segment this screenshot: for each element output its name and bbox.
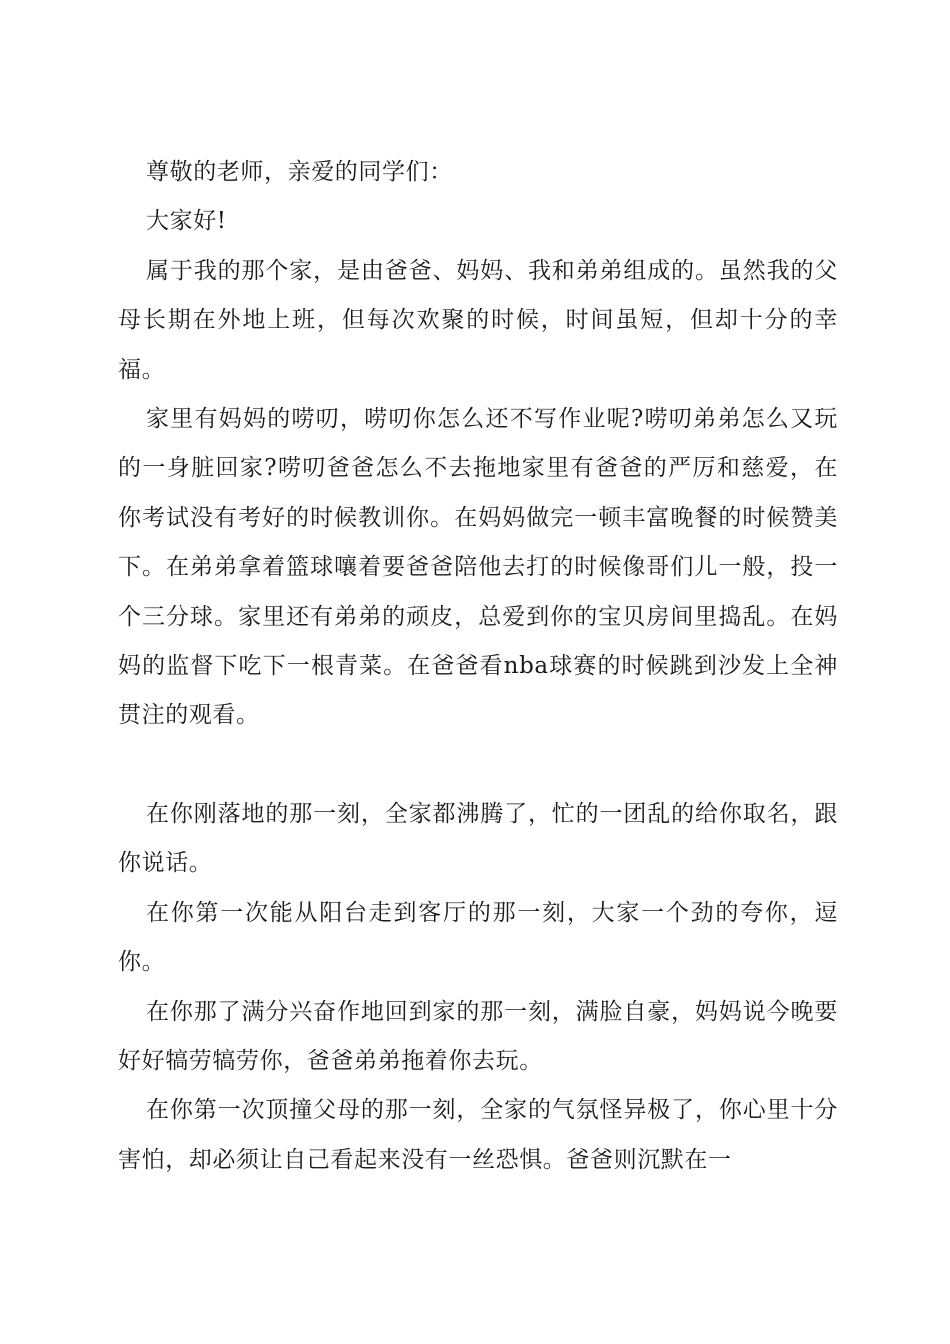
paragraph: 属于我的那个家，是由爸爸、妈妈、我和弟弟组成的。虽然我的父母长期在外地上班，但每次欢聚的时候，时间虽短，但却十分的幸福。 (118, 257, 838, 383)
paragraph: 在你第一次顶撞父母的那一刻，全家的气氛怪异极了，你心里十分害怕，却必须让自己看起来没有一丝恐惧。爸爸则沉默在一 (118, 1097, 838, 1173)
greeting: 大家好! (146, 208, 227, 235)
salutation: 尊敬的老师，亲爱的同学们： (146, 159, 453, 185)
paragraph: 在你那了满分兴奋作地回到家的那一刻，满脸自豪，妈妈说今晚要好好犒劳犒劳你，爸爸弟弟拖着你去玩。 (118, 998, 838, 1074)
paragraph: 在你刚落地的那一刻，全家都沸腾了，忙的一团乱的给你取名，跟你说话。 (118, 800, 838, 877)
paragraph: 家里有妈妈的唠叨，唠叨你怎么还不写作业呢?唠叨弟弟怎么又玩的一身脏回家?唠叨爸爸怎么不去拖地家里有爸爸的严厉和慈爱，在你考试没有考好的时候教训你。在妈妈做完一顿丰富晚餐的时候赞美下。在弟弟拿着篮球嚷着要爸爸陪他去打的时候像哥们儿一般，投一个三分球。家里还有弟弟的顽皮，总爱到你的宝贝房间里捣乱。在妈妈的监督下吃下一根青菜。在爸爸看nba球赛的时候跳到沙发上全神贯注的观看。 (118, 406, 838, 729)
paragraph: 在你第一次能从阳台走到客厅的那一刻，大家一个劲的夸你，逗你。 (118, 899, 838, 976)
document-body (118, 148, 838, 1185)
